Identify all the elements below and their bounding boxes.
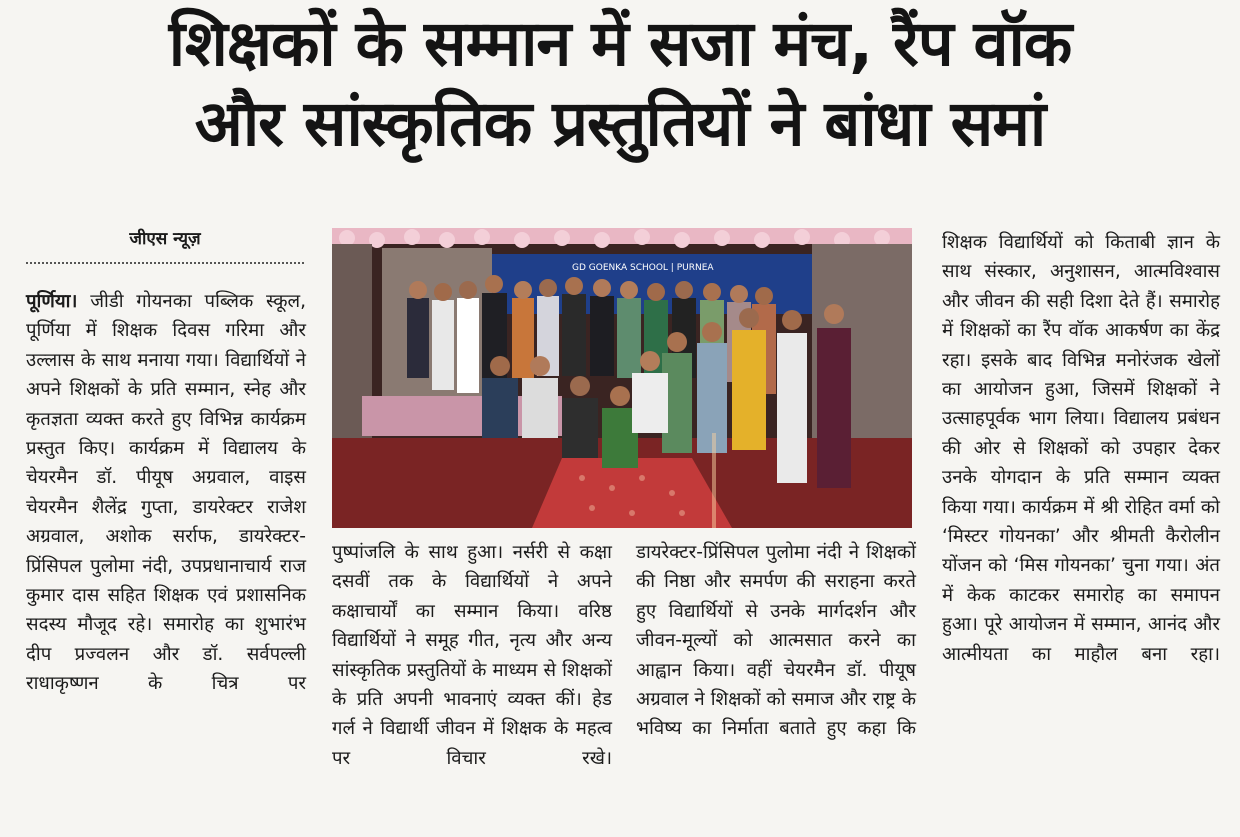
column-4-text: शिक्षक विद्यार्थियों को किताबी ज्ञान के साथ संस्कार, अनुशासन, आत्मविश्वास और जीवन की सही दिशा देते हैं। समारोह में शिक्षकों का रैंप वॉक आकर्षण का केंद्र रहा। इसके बाद विभिन्न मनोरंजक खेलों का आयोजन हुआ, जिसमें शिक्षकों ने उत्साहपूर्वक भाग लिया। विद्यालय प्रबंधन की ओर से शिक्षकों को उपहार देकर उनके योगदान के प्रति सम्मान व्यक्त किया गया। कार्यक्रम में श्री रोहित वर्मा को ‘मिस्टर गोयनका’ और श्रीमती कैरोलीन योंजन को ‘मिस गोयनका’ चुना गया। अंत में केक काटकर समारोह का समापन हुआ। पूरे आयोजन में सम्मान, आनंद और आत्मीयता का माहौल बना रहा। xyxy=(942,232,1220,665)
article-column-4 xyxy=(942,228,1220,669)
byline-divider xyxy=(26,262,304,264)
article-column-3 xyxy=(636,538,916,744)
dateline: पूर्णिया। xyxy=(26,291,78,312)
event-photo xyxy=(332,228,912,528)
column-3-text: डायरेक्टर-प्रिंसिपल पुलोमा नंदी ने शिक्षकों की निष्ठा और समर्पण की सराहना करते हुए विद्यार्थियों से उनके मार्गदर्शन और जीवन-मूल्यों को आत्मसात करने का आह्वान किया। वहीं चेयरमैन डॉ. पीयूष अग्रवाल ने शिक्षकों को समाज और राष्ट्र के भविष्य का निर्माता बताते हुए कहा कि xyxy=(636,542,916,740)
column-1-text: जीडी गोयनका पब्लिक स्कूल, पूर्णिया में शिक्षक दिवस गरिमा और उल्लास के साथ मनाया गया। विद्यार्थियों ने अपने शिक्षकों के प्रति सम्मान, स्नेह और कृतज्ञता व्यक्त करते हुए विभिन्न कार्यक्रम प्रस्तुत किए। कार्यक्रम में विद्यालय के चेयरमैन डॉ. पीयूष अग्रवाल, वाइस चेयरमैन शैलेंद्र गुप्ता, डायरेक्टर राजेश अग्रवाल, अशोक सर्राफ, डायरेक्टर-प्रिंसिपल पुलोमा नंदी, उपप्रधानाचार्य राज कुमार दास सहित शिक्षक एवं प्रशासनिक सदस्य मौजूद रहे। समारोह का शुभारंभ दीप प्रज्वलन और डॉ. सर्वपल्ली राधाकृष्णन के चित्र पर xyxy=(26,291,306,695)
headline-line-2: और सांस्कृतिक प्रस्तुतियों ने बांधा समां xyxy=(194,87,1046,160)
photo-banner-text: GD GOENKA SCHOOL | PURNEA xyxy=(572,263,714,273)
byline: जीएस न्यूज़ xyxy=(129,229,201,249)
article-column-1 xyxy=(26,287,306,699)
column-2-text: पुष्पांजलि के साथ हुआ। नर्सरी से कक्षा दसवीं तक के विद्यार्थियों ने अपने कक्षाचार्यों का सम्मान किया। वरिष्ठ विद्यार्थियों ने समूह गीत, नृत्य और अन्य सांस्कृतिक प्रस्तुतियों के माध्यम से शिक्षकों के प्रति अपनी भावनाएं व्यक्त कीं। हेड गर्ल ने विद्यार्थी जीवन में शिक्षक के महत्व पर विचार रखे। xyxy=(332,542,612,769)
article-headline xyxy=(20,4,1220,164)
headline-line-1: शिक्षकों के सम्मान में सजा मंच, रैंप वॉक xyxy=(168,7,1072,80)
article-column-2 xyxy=(332,538,612,773)
